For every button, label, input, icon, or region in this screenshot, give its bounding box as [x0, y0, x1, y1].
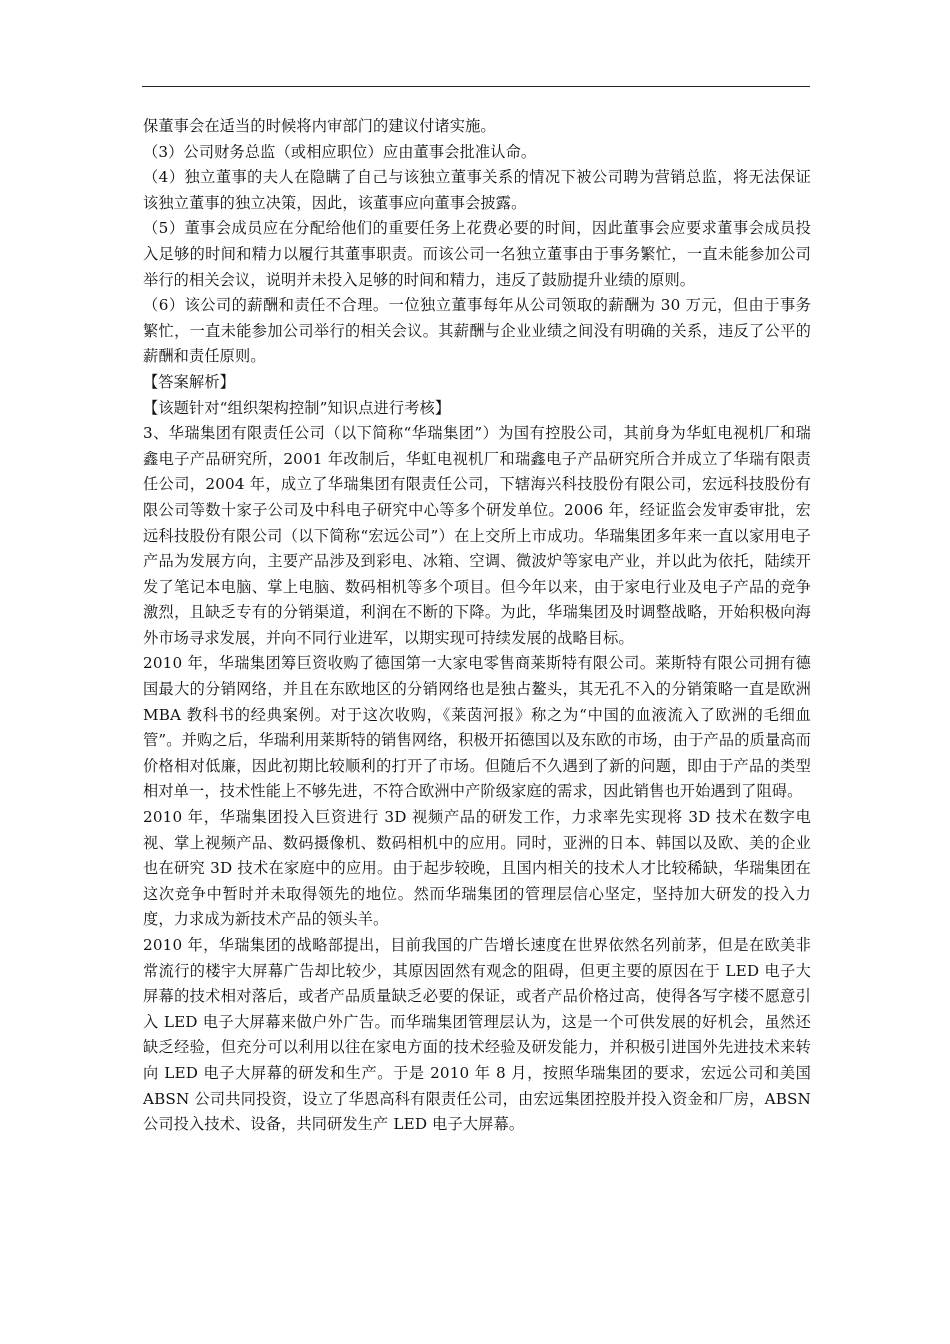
- document-body: [143, 114, 811, 1138]
- paragraph-3d-research: 2010 年，华瑞集团投入巨资进行 3D 视频产品的研发工作，力求率先实现将 3D 技术在数字电视、掌上视频产品、数码摄像机、数码相机中的应用。同时，亚洲的日本、韩国以及欧、美的企业也在研究 3D 技术在家庭中的应用。由于起步较晚，且国内相关的技术人才比较稀缺，华瑞集团在这次竞争中暂时并未取得领先的地位。然而华瑞集团的管理层信心坚定，坚持加大研发的投入力度，力求成为新技术产品的领头羊。: [143, 808, 811, 929]
- paragraph-led-strategy: 2010 年，华瑞集团的战略部提出，目前我国的广告增长速度在世界依然名列前茅，但是在欧美非常流行的楼宇大屏幕广告却比较少，其原因固然有观念的阻碍，但更主要的原因在于 LED 电子大屏幕的技术相对落后，或者产品质量缺乏必要的保证，或者产品价格过高，使得各写字楼不愿意引入 LED 电子大屏幕来做户外广告。而华瑞集团管理层认为，这是一个可供发展的好机会，虽然还缺乏经验，但充分可以利用以往在家电方面的技术经验及研发能力，并积极引进国外先进技术来转向 LED 电子大屏幕的研发和生产。于是 2010 年 8 月，按照华瑞集团的要求，宏远公司和美国 ABSN 公司共同投资，设立了华恩高科有限责任公司，由宏远集团控股并投入资金和厂房，ABSN 公司投入技术、设备，共同研发生产 LED 电子大屏幕。: [143, 936, 811, 1134]
- paragraph-point-6: （6）该公司的薪酬和责任不合理。一位独立董事每年从公司领取的薪酬为 30 万元，但由于事务繁忙，一直未能参加公司举行的相关会议。其薪酬与企业业绩之间没有明确的关系，违反了公平的薪酬和责任原则。: [143, 296, 811, 366]
- answer-analysis-heading: 【答案解析】: [143, 372, 236, 391]
- knowledge-point-note: 【该题针对“组织架构控制”知识点进行考核】: [143, 398, 451, 417]
- paragraph-continuation: 保董事会在适当的时候将内审部门的建议付诸实施。: [143, 117, 496, 135]
- paragraph-point-3: （3）公司财务总监（或相应职位）应由董事会批准认命。: [143, 142, 537, 161]
- paragraph-point-5: （5）董事会成员应在分配给他们的重要任务上花费必要的时间，因此董事会应要求董事会成员投入足够的时间和精力以履行其董事职责。而该公司一名独立董事由于事务繁忙，一直未能参加公司举行的相关会议，说明并未投入足够的时间和精力，违反了鼓励提升业绩的原则。: [143, 219, 811, 289]
- question-3-intro: 3、华瑞集团有限责任公司（以下简称“华瑞集团”）为国有控股公司，其前身为华虹电视机厂和瑞鑫电子产品研究所，2001 年改制后，华虹电视机厂和瑞鑫电子产品研究所合并成立了华瑞有限责任公司，2004 年，成立了华瑞集团有限责任公司，下辖海兴科技股份有限公司，宏远科技股份有限公司等数十家子公司及中科电子研究中心等多个研发单位。2006 年，经证监会发审委审批，宏远科技股份有限公司（以下简称“宏远公司”）在上交所上市成功。华瑞集团多年来一直以家用电子产品为发展方向，主要产品涉及到彩电、冰箱、空调、微波炉等家电产业，并以此为依托，陆续开发了笔记本电脑、掌上电脑、数码相机等多个项目。但今年以来，由于家电行业及电子产品的竞争激烈，且缺乏专有的分销渠道，利润在不断的下降。为此，华瑞集团及时调整战略，开始积极向海外市场寻求发展，并向不同行业进军，以期实现可持续发展的战略目标。: [143, 424, 811, 647]
- header-rule: [142, 86, 810, 87]
- paragraph-acquisition: 2010 年，华瑞集团筹巨资收购了德国第一大家电零售商莱斯特有限公司。莱斯特有限公司拥有德国最大的分销网络，并且在东欧地区的分销网络也是独占鳌头，其无孔不入的分销策略一直是欧洲 MBA 教科书的经典案例。对于这次收购，《莱茵河报》称之为“中国的血液流入了欧洲的毛细血管”。并购之后，华瑞利用莱斯特的销售网络，积极开拓德国以及东欧的市场，由于产品的质量高而价格相对低廉，因此初期比较顺利的打开了市场。但随后不久遇到了新的问题，即由于产品的类型相对单一，技术性能上不够先进，不符合欧洲中产阶级家庭的需求，因此销售也开始遇到了阻碍。: [143, 654, 811, 801]
- paragraph-point-4: （4）独立董事的夫人在隐瞒了自己与该独立董事关系的情况下被公司聘为营销总监，将无法保证该独立董事的独立决策，因此，该董事应向董事会披露。: [143, 168, 811, 212]
